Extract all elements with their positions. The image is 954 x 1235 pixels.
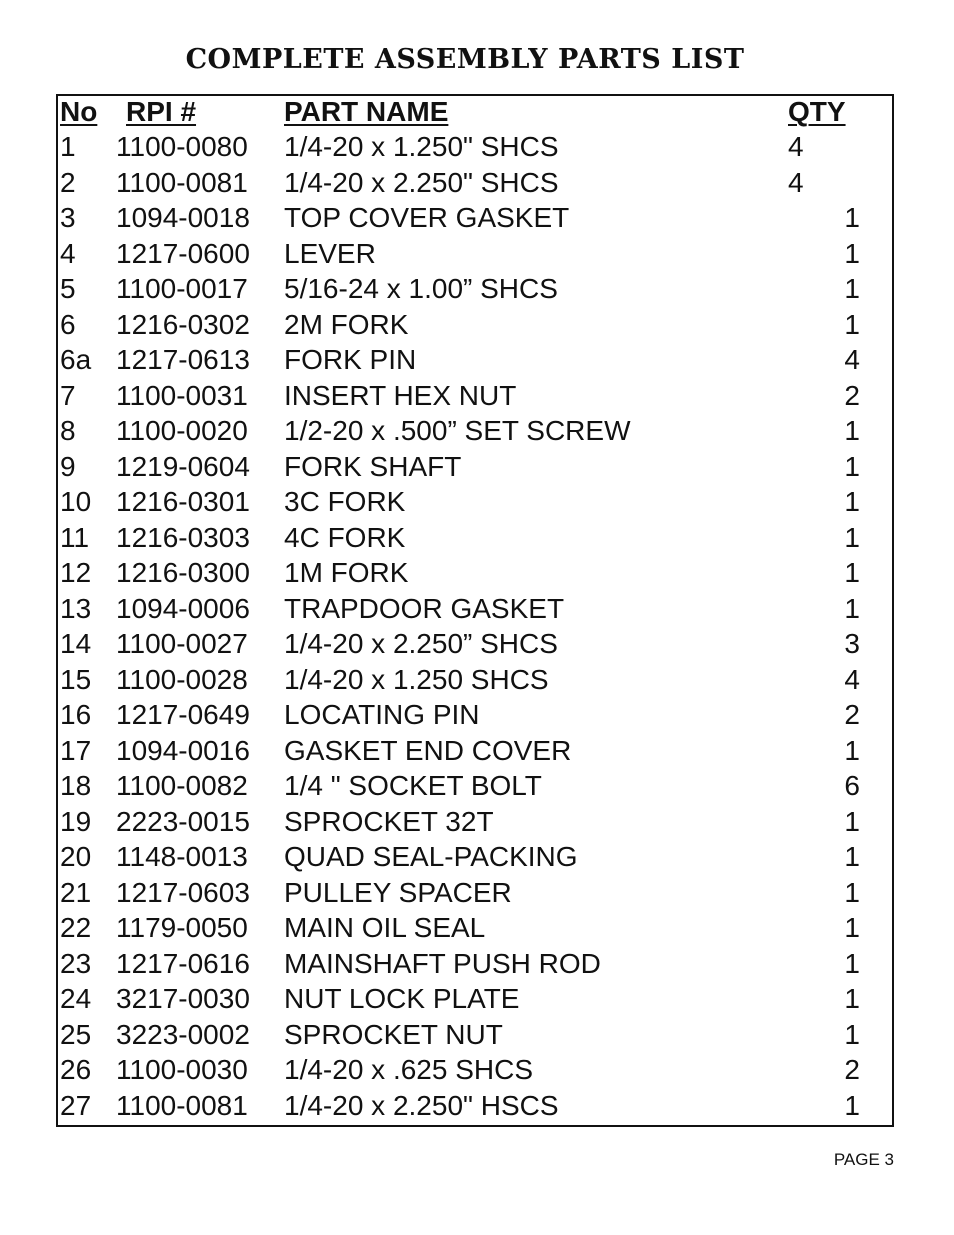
- row-rpi: 1216-0301: [116, 486, 250, 517]
- table-row: [58, 910, 892, 946]
- header-part-name: PART NAME: [284, 96, 449, 127]
- row-part-name: MAIN OIL SEAL: [284, 912, 486, 943]
- row-rpi: 1217-0616: [116, 947, 250, 979]
- row-no: 24: [60, 983, 92, 1014]
- row-no: 20: [60, 841, 92, 872]
- row-no: 6a: [60, 344, 92, 375]
- row-part-name: LEVER: [284, 237, 376, 269]
- row-part-name: SPROCKET NUT: [284, 1018, 503, 1050]
- row-qty: 4: [844, 663, 860, 695]
- row-no: 18: [60, 770, 92, 801]
- row-qty: 4: [844, 344, 860, 375]
- row-rpi: 1219-0604: [116, 450, 250, 482]
- row-part-name: FORK SHAFT: [284, 450, 462, 482]
- row-qty: 1: [844, 486, 860, 517]
- row-rpi: 1094-0018: [116, 202, 250, 233]
- row-part-name: 1M FORK: [284, 557, 409, 588]
- row-no: 1: [60, 131, 76, 162]
- row-rpi: 1217-0649: [116, 699, 250, 730]
- row-part-name: 1/2-20 x .500” SET SCREW: [284, 415, 631, 446]
- row-part-name: 4C FORK: [284, 521, 406, 553]
- header-no: No: [60, 96, 98, 127]
- row-qty: 6: [844, 770, 860, 801]
- row-rpi: 1100-0020: [116, 415, 248, 446]
- row-no: 8: [60, 415, 76, 446]
- row-no: 9: [60, 450, 76, 482]
- table-row: [58, 733, 892, 769]
- row-qty: 1: [844, 273, 860, 304]
- table-row: [58, 804, 892, 840]
- parts-table: [56, 94, 894, 1127]
- row-no: 3: [60, 202, 76, 233]
- row-qty: 2: [844, 379, 860, 411]
- row-rpi: 2223-0015: [116, 805, 250, 837]
- table-row: [58, 981, 892, 1017]
- row-part-name: MAINSHAFT PUSH ROD: [284, 947, 601, 979]
- row-no: 13: [60, 592, 92, 624]
- table-row: [58, 236, 892, 272]
- row-no: 15: [60, 663, 92, 695]
- row-no: 12: [60, 557, 92, 588]
- row-no: 26: [60, 1054, 92, 1085]
- table-row: [58, 697, 892, 733]
- table-row: [58, 662, 892, 698]
- table-row: [58, 342, 892, 378]
- row-rpi: 1100-0081: [116, 166, 248, 198]
- row-qty: 1: [844, 876, 860, 908]
- row-part-name: SPROCKET 32T: [284, 805, 494, 837]
- table-row: [58, 626, 892, 662]
- row-no: 23: [60, 947, 92, 979]
- row-no: 21: [60, 876, 92, 908]
- row-qty: 1: [844, 983, 860, 1014]
- table-row: [58, 200, 892, 236]
- row-part-name: NUT LOCK PLATE: [284, 983, 520, 1014]
- row-no: 10: [60, 486, 92, 517]
- row-qty: 1: [844, 1089, 860, 1121]
- row-part-name: 3C FORK: [284, 486, 406, 517]
- row-rpi: 1216-0303: [116, 521, 250, 553]
- row-qty: 1: [844, 947, 860, 979]
- row-part-name: TOP COVER GASKET: [284, 202, 570, 233]
- row-part-name: 1/4-20 x 1.250 SHCS: [284, 663, 549, 695]
- table-row: [58, 307, 892, 343]
- row-rpi: 1217-0603: [116, 876, 250, 908]
- row-no: 16: [60, 699, 92, 730]
- row-qty: 1: [844, 308, 860, 340]
- row-rpi: 1100-0031: [116, 379, 248, 411]
- table-row: [58, 1017, 892, 1053]
- row-rpi: 1094-0016: [116, 734, 250, 766]
- table-row: [58, 1052, 892, 1088]
- row-rpi: 1100-0027: [116, 628, 248, 659]
- row-no: 27: [60, 1089, 92, 1121]
- row-no: 25: [60, 1018, 92, 1050]
- row-rpi: 1217-0600: [116, 237, 250, 269]
- row-rpi: 1148-0013: [116, 841, 248, 872]
- row-rpi: 1216-0300: [116, 557, 250, 588]
- row-qty: 1: [844, 805, 860, 837]
- row-no: 19: [60, 805, 92, 837]
- row-qty: 2: [844, 699, 860, 730]
- row-qty: 1: [844, 557, 860, 588]
- row-part-name: 1/4-20 x 1.250" SHCS: [284, 131, 559, 162]
- table-row: [58, 839, 892, 875]
- row-rpi: 1179-0050: [116, 912, 248, 943]
- row-no: 2: [60, 166, 76, 198]
- row-no: 11: [60, 521, 90, 553]
- row-rpi: 1100-0080: [116, 131, 248, 162]
- row-qty: 1: [844, 202, 860, 233]
- table-row: [58, 484, 892, 520]
- row-part-name: 5/16-24 x 1.00” SHCS: [284, 273, 558, 304]
- table-row: [58, 271, 892, 307]
- row-rpi: 3223-0002: [116, 1018, 250, 1050]
- row-part-name: 1/4 " SOCKET BOLT: [284, 770, 542, 801]
- row-part-name: GASKET END COVER: [284, 734, 572, 766]
- table-row: [58, 1088, 892, 1124]
- table-row: [58, 875, 892, 911]
- page-title: COMPLETE ASSEMBLY PARTS LIST: [185, 44, 745, 75]
- row-no: 14: [60, 628, 92, 659]
- row-rpi: 1217-0613: [116, 344, 250, 375]
- row-qty: 1: [844, 521, 860, 553]
- row-qty: 4: [788, 166, 804, 198]
- header-rpi: RPI #: [126, 96, 197, 127]
- row-part-name: 1/4-20 x 2.250" SHCS: [284, 166, 559, 198]
- table-row: [58, 768, 892, 804]
- row-qty: 3: [844, 628, 860, 659]
- table-row: [58, 165, 892, 201]
- row-qty: 1: [844, 415, 860, 446]
- row-no: 7: [60, 379, 76, 411]
- page-number: PAGE 3: [833, 1150, 894, 1169]
- row-part-name: 2M FORK: [284, 308, 409, 340]
- row-rpi: 1100-0030: [116, 1054, 248, 1085]
- row-part-name: 1/4-20 x 2.250” SHCS: [284, 628, 558, 659]
- header-qty: QTY: [788, 96, 846, 127]
- row-part-name: 1/4-20 x 2.250" HSCS: [284, 1089, 559, 1121]
- row-qty: 1: [844, 1018, 860, 1050]
- row-part-name: LOCATING PIN: [284, 699, 480, 730]
- row-qty: 1: [844, 592, 860, 624]
- row-part-name: PULLEY SPACER: [284, 876, 512, 908]
- row-qty: 1: [844, 450, 860, 482]
- table-header: [58, 94, 892, 130]
- row-qty: 1: [844, 734, 860, 766]
- row-rpi: 1100-0028: [116, 663, 248, 695]
- row-no: 22: [60, 912, 92, 943]
- row-no: 4: [60, 237, 76, 269]
- row-part-name: QUAD SEAL-PACKING: [284, 841, 578, 872]
- row-rpi: 3217-0030: [116, 983, 250, 1014]
- table-row: [58, 520, 892, 556]
- row-qty: 2: [844, 1054, 860, 1085]
- table-row: [58, 378, 892, 414]
- row-qty: 1: [844, 237, 860, 269]
- row-part-name: INSERT HEX NUT: [284, 379, 517, 411]
- row-qty: 1: [844, 841, 860, 872]
- row-rpi: 1100-0082: [116, 770, 248, 801]
- row-rpi: 1216-0302: [116, 308, 250, 340]
- table-row: [58, 591, 892, 627]
- row-rpi: 1100-0081: [116, 1089, 248, 1121]
- row-no: 6: [60, 308, 76, 340]
- row-part-name: FORK PIN: [284, 344, 417, 375]
- row-no: 5: [60, 273, 76, 304]
- row-part-name: TRAPDOOR GASKET: [284, 592, 565, 624]
- table-row: [58, 449, 892, 485]
- row-rpi: 1100-0017: [116, 273, 248, 304]
- table-row: [58, 946, 892, 982]
- row-rpi: 1094-0006: [116, 592, 250, 624]
- table-row: [58, 413, 892, 449]
- row-no: 17: [60, 734, 92, 766]
- row-qty: 4: [788, 131, 804, 162]
- table-row: [58, 129, 892, 165]
- row-qty: 1: [844, 912, 860, 943]
- row-part-name: 1/4-20 x .625 SHCS: [284, 1054, 534, 1085]
- table-row: [58, 555, 892, 591]
